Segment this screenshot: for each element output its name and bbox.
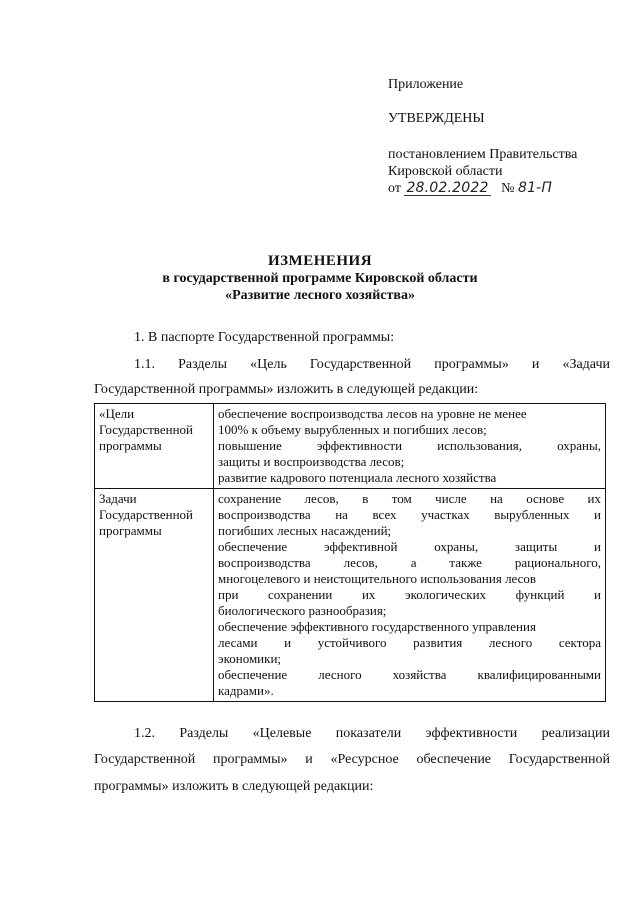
content-line: экономики; <box>218 651 282 666</box>
table-row-label <box>95 489 214 702</box>
label-line: Государственной <box>99 507 194 522</box>
content-line: сохранение лесов, в том числе на основе их <box>218 491 601 506</box>
table-row-label <box>95 404 214 489</box>
content-line: биологического разнообразия; <box>218 603 387 618</box>
paragraph-1: 1. В паспорте Государственной программы: <box>134 330 395 345</box>
decree-date-line <box>388 180 628 197</box>
paragraph-1-1-line-2: Государственной программы» изложить в следующей редакции: <box>94 382 479 397</box>
label-line: Государственной <box>99 422 194 437</box>
label-line: программы <box>99 523 162 538</box>
approval-stamp <box>388 76 628 197</box>
content-line: 100% к объему вырубленных и погибших лесов; <box>218 422 487 437</box>
content-line: обеспечение воспроизводства лесов на уровне не менее <box>218 406 527 421</box>
table-row <box>95 489 606 702</box>
program-table <box>94 403 606 702</box>
content-line: обеспечение лесного хозяйства квалифицированными <box>218 667 601 682</box>
paragraph-1-2-line-2: Государственной программы» и «Ресурсное обеспечение Государственной <box>94 752 610 767</box>
table-row <box>95 404 606 489</box>
table-row-content <box>214 404 606 489</box>
paragraph-1-2-line-3: программы» изложить в следующей редакции: <box>94 779 374 794</box>
content-line: развитие кадрового потенциала лесного хозяйства <box>218 470 497 485</box>
handwritten-date: 28.02.2022 <box>406 180 489 196</box>
approved-label: УТВЕРЖДЕНЫ <box>388 111 485 126</box>
content-line: погибших лесных насаждений; <box>218 523 392 538</box>
content-line: защиты и воспроизводства лесов; <box>218 454 405 469</box>
label-line: «Цели <box>99 406 135 421</box>
content-line: повышение эффективности использования, охраны, <box>218 438 601 453</box>
title-line-2: в государственной программе Кировской области <box>162 271 478 286</box>
number-prefix: № <box>501 181 515 196</box>
label-line: Задачи <box>99 491 137 506</box>
title-line-1: ИЗМЕНЕНИЯ <box>267 253 373 269</box>
handwritten-number: 81-П <box>517 180 553 196</box>
title-line-3: «Развитие лесного хозяйства» <box>225 288 415 303</box>
content-line: воспроизводства лесов, а также рационального, <box>218 555 601 570</box>
content-line: лесами и устойчивого развития лесного сектора <box>218 635 601 650</box>
content-line: обеспечение эффективной охраны, защиты и <box>218 539 601 554</box>
paragraph-1-1-line-1: 1.1. Разделы «Цель Государственной программы» и «Задачи <box>134 357 610 372</box>
paragraph-1-2-line-1: 1.2. Разделы «Целевые показатели эффективности реализации <box>134 726 610 741</box>
label-line: программы <box>99 438 162 453</box>
decree-line-1: постановлением Правительства <box>388 147 578 162</box>
content-line: воспроизводства на всех участках вырубленных и <box>218 507 601 522</box>
content-line: обеспечение эффективного государственного управления <box>218 619 536 634</box>
document-title <box>80 253 560 304</box>
content-line: многоцелевого и неистощительного использования лесов <box>218 571 537 586</box>
decree-line-2: Кировской области <box>388 164 503 179</box>
content-line: кадрами». <box>218 683 274 698</box>
appendix-label: Приложение <box>388 77 464 92</box>
content-line: при сохранении их экологических функций и <box>218 587 601 602</box>
table-row-content <box>214 489 606 702</box>
date-prefix: от <box>388 181 401 196</box>
